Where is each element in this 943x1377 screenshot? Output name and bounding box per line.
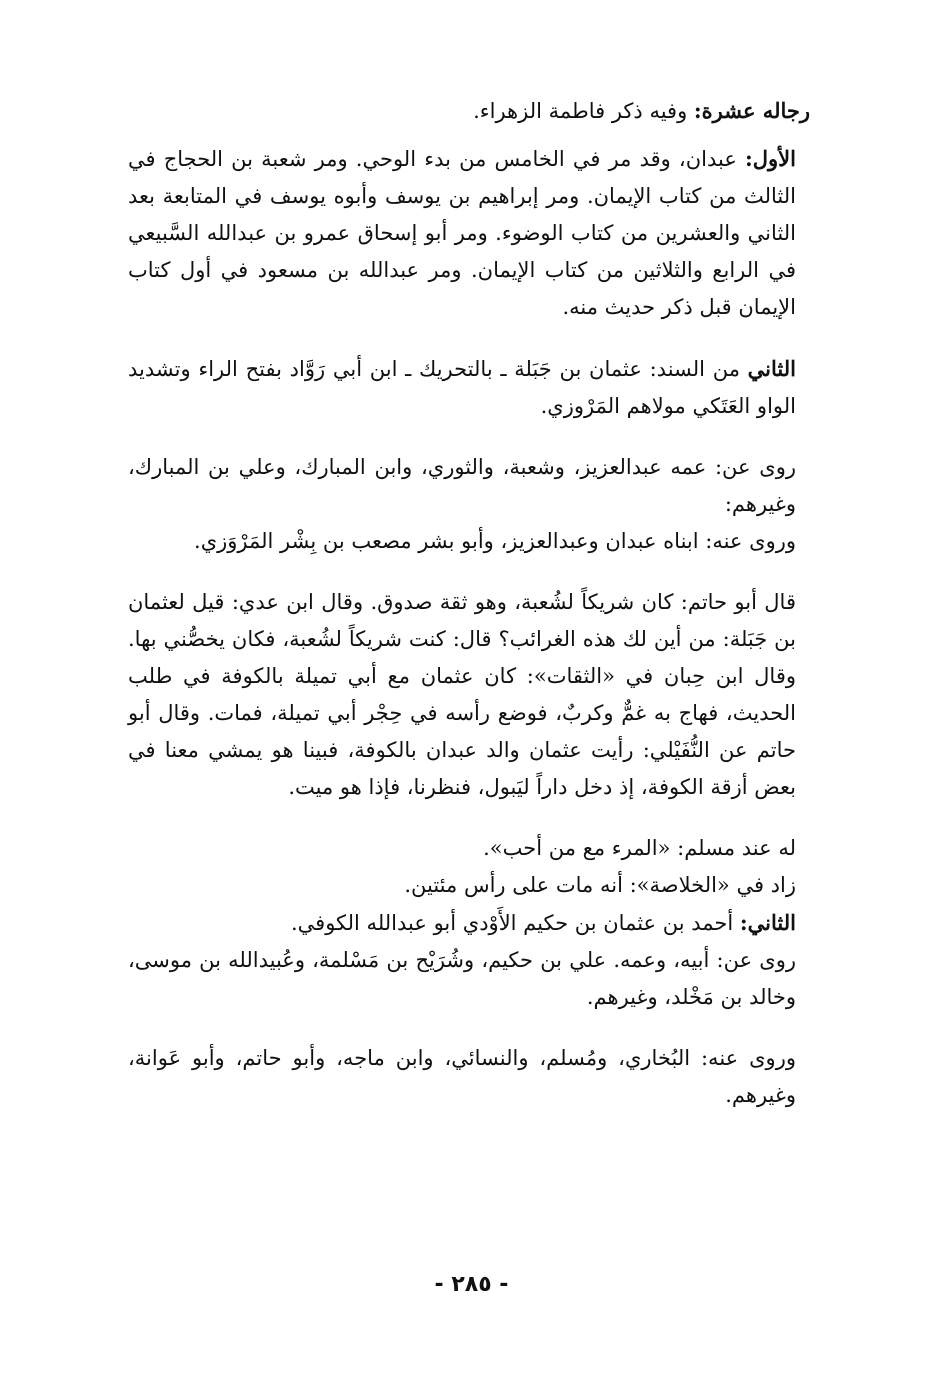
header-lead: رجاله عشرة:	[693, 98, 810, 123]
critique-text: قال أبو حاتم: كان شريكاً لشُعبة، وهو ثقة صدوق. وقال ابن عدي: قيل لعثمان بن جَبَلة: من أين لك هذه الغرائب؟ قال: كنت شريكاً لشُعبة، فكان يخصُّني بها. وقال ابن حِبان في «الثقات»: كان عثمان مع أبي تميلة بالكوفة في طلب الحديث، فهاج به غمٌّ وكربٌ، فوضع رأسه في حِجْر أبي تميلة، فمات. وقال أبو حاتم عن النُّفَيْلي: رأيت عثمان والد عبدان بالكوفة، فبينا هو يمشي معنا في بعض أزقة الكوفة، إذ دخل داراً ليَبول، فنظرنا، فإذا هو ميت.	[128, 590, 796, 799]
paragraph-notes	[128, 830, 810, 1016]
paragraph-second-narrator	[128, 350, 810, 425]
page-body	[128, 92, 810, 1114]
narrated-from-text: روى عن: عمه عبدالعزيز، وشعبة، والثوري، وابن المبارك، وعلي بن المبارك، وغيرهم:	[128, 455, 796, 516]
note-second-lead: الثاني:	[739, 910, 796, 935]
note-narrated-from-text: روى عن: أبيه، وعمه. علي بن حكيم، وشُرَيْح بن مَسْلمة، وعُبيدالله بن موسى، وخالد بن مَخْلد، وغيرهم.	[128, 948, 796, 1009]
note-narrated-from	[128, 942, 810, 1016]
paragraph-narrated-from	[128, 449, 810, 523]
first-lead: الأول:	[745, 146, 796, 171]
paragraph-first-narrator	[128, 140, 810, 326]
note-second-text: أحمد بن عثمان بن حكيم الأَوْدي أبو عبدالله الكوفي.	[290, 911, 740, 935]
note-muslim-text: له عند مسلم: «المرء مع من أحب».	[483, 836, 796, 860]
paragraph-narrated-by	[128, 523, 810, 560]
paragraph-critique	[128, 584, 810, 806]
paragraph-narrated-by-final	[128, 1040, 810, 1114]
note-khulasa-text: زاد في «الخلاصة»: أنه مات على رأس مئتين.	[404, 873, 796, 897]
note-khulasa	[128, 867, 810, 904]
second-text: من السند: عثمان بن جَبَلة ـ بالتحريك ـ ابن أبي رَوَّاد بفتح الراء وتشديد الواو العَتَكي مولاهم المَرْوزي.	[128, 357, 796, 418]
note-muslim	[128, 830, 810, 867]
second-lead: الثاني	[747, 356, 796, 381]
page-number: - ٢٨٥ -	[434, 1272, 509, 1297]
section-header	[128, 92, 810, 130]
first-text: عبدان، وقد مر في الخامس من بدء الوحي. ومر شعبة بن الحجاج في الثالث من كتاب الإيمان. ومر إبراهيم بن يوسف وأبوه يوسف في المتابعة بعد الثاني والعشرين من كتاب الوضوء. ومر أبو إسحاق عمرو بن عبدالله السَّبيعي في الرابع والثلاثين من كتاب الإيمان. ومر عبدالله بن مسعود في أول كتاب الإيمان قبل ذكر حديث منه.	[128, 147, 796, 319]
header-text: وفيه ذكر فاطمة الزهراء.	[473, 99, 694, 123]
note-second-narrator	[128, 904, 810, 942]
narrated-by-text: وروى عنه: ابناه عبدان وعبدالعزيز، وأبو بشر مصعب بن بِشْر المَرْوَزي.	[194, 529, 796, 553]
narrated-by-final-text: وروى عنه: البُخاري، ومُسلم، والنسائي، وابن ماجه، وأبو حاتم، وأبو عَوانة، وغيرهم.	[128, 1046, 796, 1107]
